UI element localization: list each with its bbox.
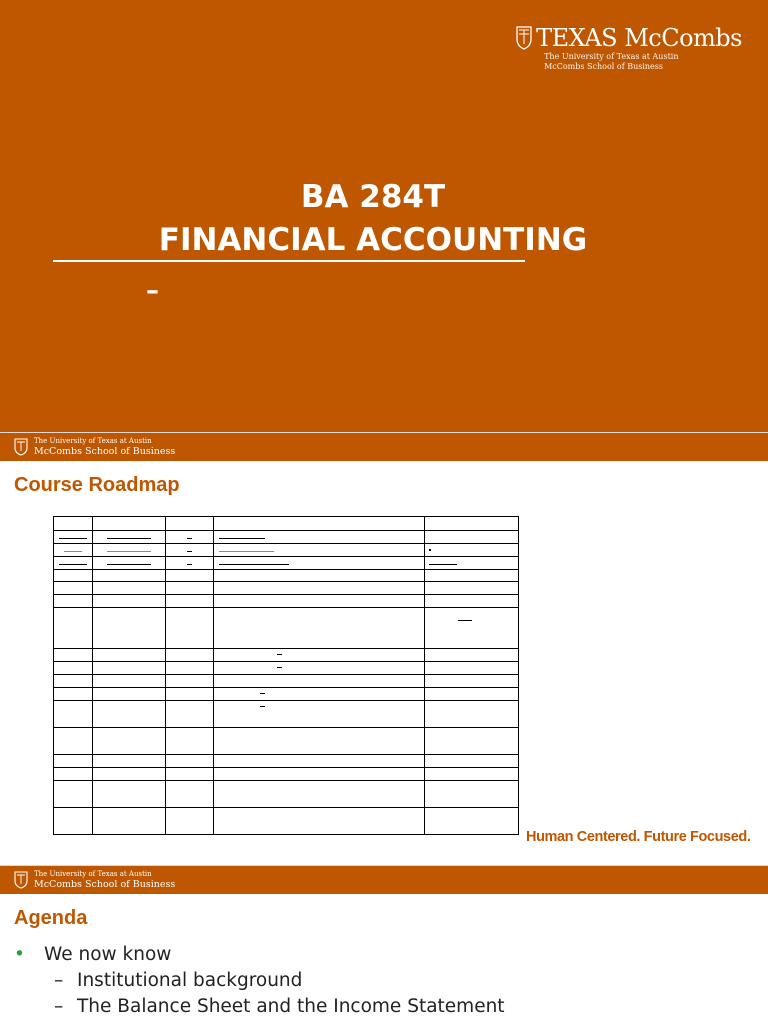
logo-wordmark: TEXAS McCombs [536, 24, 742, 52]
ut-shield-icon [14, 438, 28, 456]
title-line-2: FINANCIAL ACCOUNTING [158, 222, 588, 258]
ut-shield-icon [516, 26, 532, 50]
logo-subtitle-2: McCombs School of Business [544, 62, 663, 71]
table-row [54, 595, 519, 608]
table-row [54, 781, 519, 808]
table-row [54, 544, 519, 557]
texas-mccombs-logo [516, 24, 742, 72]
table-row [54, 728, 519, 755]
title-underline [53, 260, 525, 262]
footer-line-2: McCombs School of Business [34, 446, 176, 457]
table-row [54, 608, 519, 649]
course-roadmap-heading: Course Roadmap [14, 474, 180, 496]
title-line-1: BA 284T [300, 179, 446, 215]
table-row [54, 755, 519, 768]
roadmap-table [53, 516, 519, 835]
table-row [54, 557, 519, 570]
dash-icon: – [54, 970, 64, 991]
table-row [54, 662, 519, 675]
dash-icon: – [54, 996, 64, 1017]
table-row [54, 517, 519, 531]
agenda-heading: Agenda [14, 907, 88, 929]
tagline: Human Centered. Future Focused. [526, 829, 751, 845]
table-row [54, 768, 519, 781]
table-row [54, 688, 519, 701]
table-row [54, 649, 519, 662]
table-row [54, 531, 519, 544]
footer-line-1: The University of Texas at Austin [34, 870, 152, 878]
table-row [54, 570, 519, 582]
logo-subtitle-1: The University of Texas at Austin [544, 52, 679, 61]
table-row [54, 675, 519, 688]
table-row [54, 701, 519, 728]
subtitle-dash: – [146, 276, 159, 306]
footer-line-2: McCombs School of Business [34, 879, 176, 890]
footer-line-1: The University of Texas at Austin [34, 437, 152, 445]
title-slide [0, 0, 768, 432]
table-row [54, 582, 519, 595]
slide-title [0, 176, 746, 262]
ut-shield-icon [14, 871, 28, 889]
mccombs-footer-bar [0, 433, 768, 461]
mccombs-footer-bar [0, 866, 768, 894]
table-row [54, 808, 519, 835]
bullet-icon: • [14, 944, 25, 965]
